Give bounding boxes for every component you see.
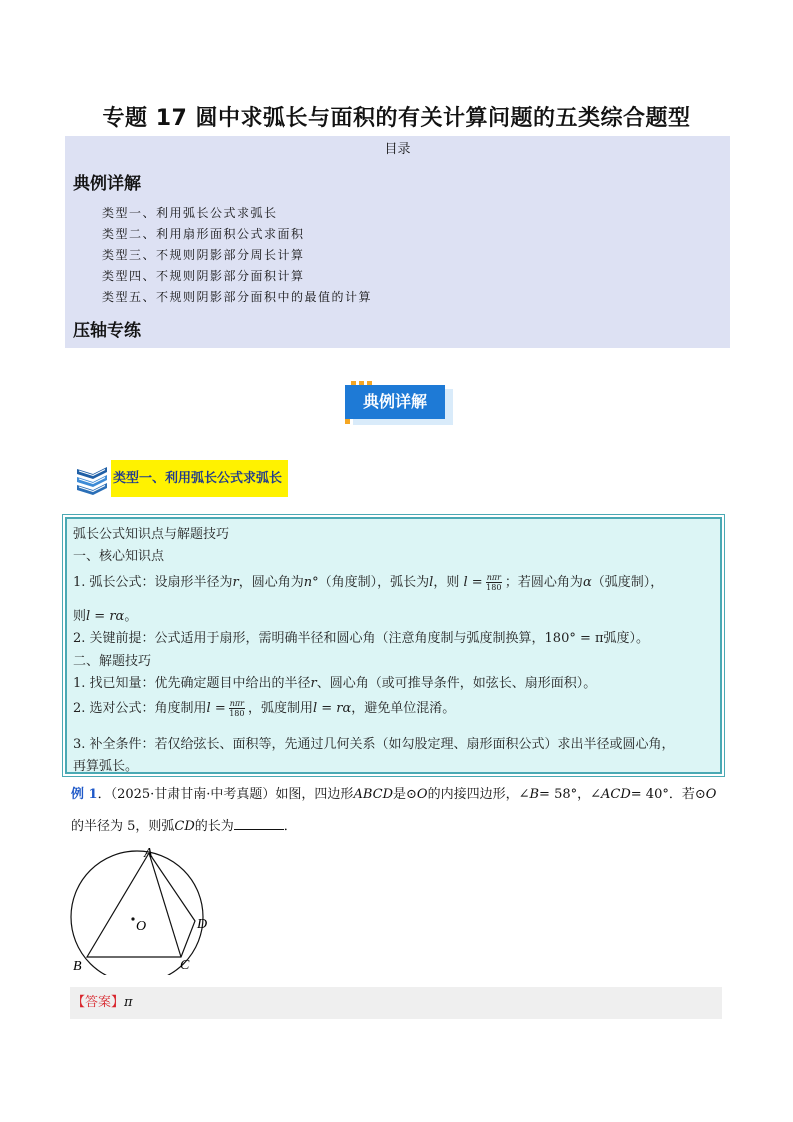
circle-figure — [66, 843, 216, 975]
var-acd: ACD — [601, 787, 631, 802]
var-r: r — [310, 676, 317, 691]
label-c: C — [180, 958, 190, 973]
toc-item-type5[interactable]: 类型五、不规则阴影部分面积中的最值的计算 — [102, 290, 373, 304]
text: 1. 找已知量：优先确定题目中给出的半径 — [73, 676, 311, 691]
text: 的半径为 5，则弧 — [71, 819, 175, 834]
text: ，则 — [433, 575, 460, 590]
var-n: n° — [303, 575, 319, 590]
text: ；若圆心角为 — [504, 575, 583, 590]
var-o: O — [705, 787, 717, 802]
text: 的内接四边形，∠ — [427, 787, 530, 802]
fraction — [486, 573, 502, 592]
type1-heading: 类型一、利用弧长公式求弧长 — [111, 460, 288, 497]
text: （角度制），弧长为 — [318, 575, 430, 590]
diagonal-ac — [149, 853, 181, 957]
answer-box — [70, 987, 722, 1019]
var-abcd: ABCD — [353, 787, 393, 802]
toc-item-type2[interactable]: 类型二、利用扇形面积公式求面积 — [102, 227, 305, 241]
tip3-line-2: 再算弧长。 — [73, 759, 139, 774]
fraction-den: 180 — [486, 583, 502, 592]
label-a: A — [144, 846, 153, 861]
var-alpha: α — [582, 575, 592, 590]
text: 1. 弧长公式：设扇形半径为 — [73, 575, 233, 590]
text: 、圆心角（或可推导条件，如弦长、扇形面积）。 — [316, 676, 597, 691]
label-o: O — [136, 919, 147, 934]
var-o: O — [416, 787, 428, 802]
example-label: 例 1 — [71, 787, 98, 802]
answer-blank — [234, 817, 284, 830]
label-b: B — [73, 959, 82, 974]
arc-formula-rad-line — [73, 605, 137, 624]
var-cd: CD — [174, 819, 195, 834]
fraction-den: 180 — [229, 709, 245, 718]
text: = 58°，∠ — [539, 787, 602, 802]
quadrilateral — [87, 853, 195, 957]
formula-rad: l = rα — [312, 701, 352, 716]
text: ． — [283, 819, 297, 834]
text: ，圆心角为 — [238, 575, 304, 590]
fraction-num: nπr — [229, 699, 244, 708]
text: ．（2025·甘肃甘南·中考真题）如图，四边形 — [97, 787, 354, 802]
toc-section-examples[interactable]: 典例详解 — [73, 174, 141, 194]
arc-formula-line — [73, 571, 663, 592]
section-banner — [345, 381, 455, 427]
text: 则 — [73, 609, 87, 624]
knowledge-box — [65, 517, 722, 774]
fraction — [229, 699, 245, 718]
knowledge-part1: 一、核心知识点 — [73, 549, 165, 564]
var-b: B — [529, 787, 540, 802]
banner-corner — [345, 419, 350, 424]
page-title: 专题 17 圆中求弧长与面积的有关计算问题的五类综合题型 — [102, 106, 691, 131]
formula-lhs: l = — [206, 701, 226, 716]
text: 的长为 — [194, 819, 234, 834]
toc-heading: 目录 — [384, 142, 411, 157]
formula-lhs: l = — [463, 575, 483, 590]
text: ，避免单位混淆。 — [351, 701, 456, 716]
key-premise-line: 2. 关键前提：公式适用于扇形，需明确半径和圆心角（注意角度制与弧度制换算，180° = π弧度）。 — [73, 631, 650, 646]
tip1-line — [73, 672, 596, 691]
var-r: r — [232, 575, 239, 590]
text: （弧度制）， — [591, 575, 664, 590]
table-of-contents — [65, 136, 730, 348]
label-d: D — [197, 917, 208, 932]
toc-item-type3[interactable]: 类型三、不规则阴影部分周长计算 — [102, 248, 305, 262]
answer-value: π — [124, 995, 133, 1010]
tip3-line: 3. 补全条件：若仅给弦长、面积等，先通过几何关系（如勾股定理、扇形面积公式）求出半径或圆心角， — [73, 737, 675, 752]
center-point — [131, 917, 134, 920]
tip2-line — [73, 697, 455, 718]
text: 2. 选对公式：角度制用 — [73, 701, 207, 716]
knowledge-part2: 二、解题技巧 — [73, 654, 152, 669]
toc-item-type1[interactable]: 类型一、利用弧长公式求弧长 — [102, 206, 278, 220]
example-line-1 — [71, 783, 716, 802]
text: ，弧度制用 — [247, 701, 313, 716]
var-l: l — [429, 575, 434, 590]
text: = 40°．若⊙ — [630, 787, 706, 802]
books-stack-icon — [73, 461, 111, 497]
text: 。 — [124, 609, 138, 624]
answer-label: 【答案】 — [72, 995, 125, 1010]
example-line-2 — [71, 815, 297, 834]
text: 是⊙ — [393, 787, 417, 802]
toc-item-type4[interactable]: 类型四、不规则阴影部分面积计算 — [102, 269, 305, 283]
knowledge-title: 弧长公式知识点与解题技巧 — [73, 527, 230, 542]
formula-rad: l = rα — [86, 609, 125, 624]
fraction-num: nπr — [486, 573, 501, 582]
banner-label: 典例详解 — [345, 385, 445, 419]
toc-section-practice[interactable]: 压轴专练 — [73, 321, 141, 341]
